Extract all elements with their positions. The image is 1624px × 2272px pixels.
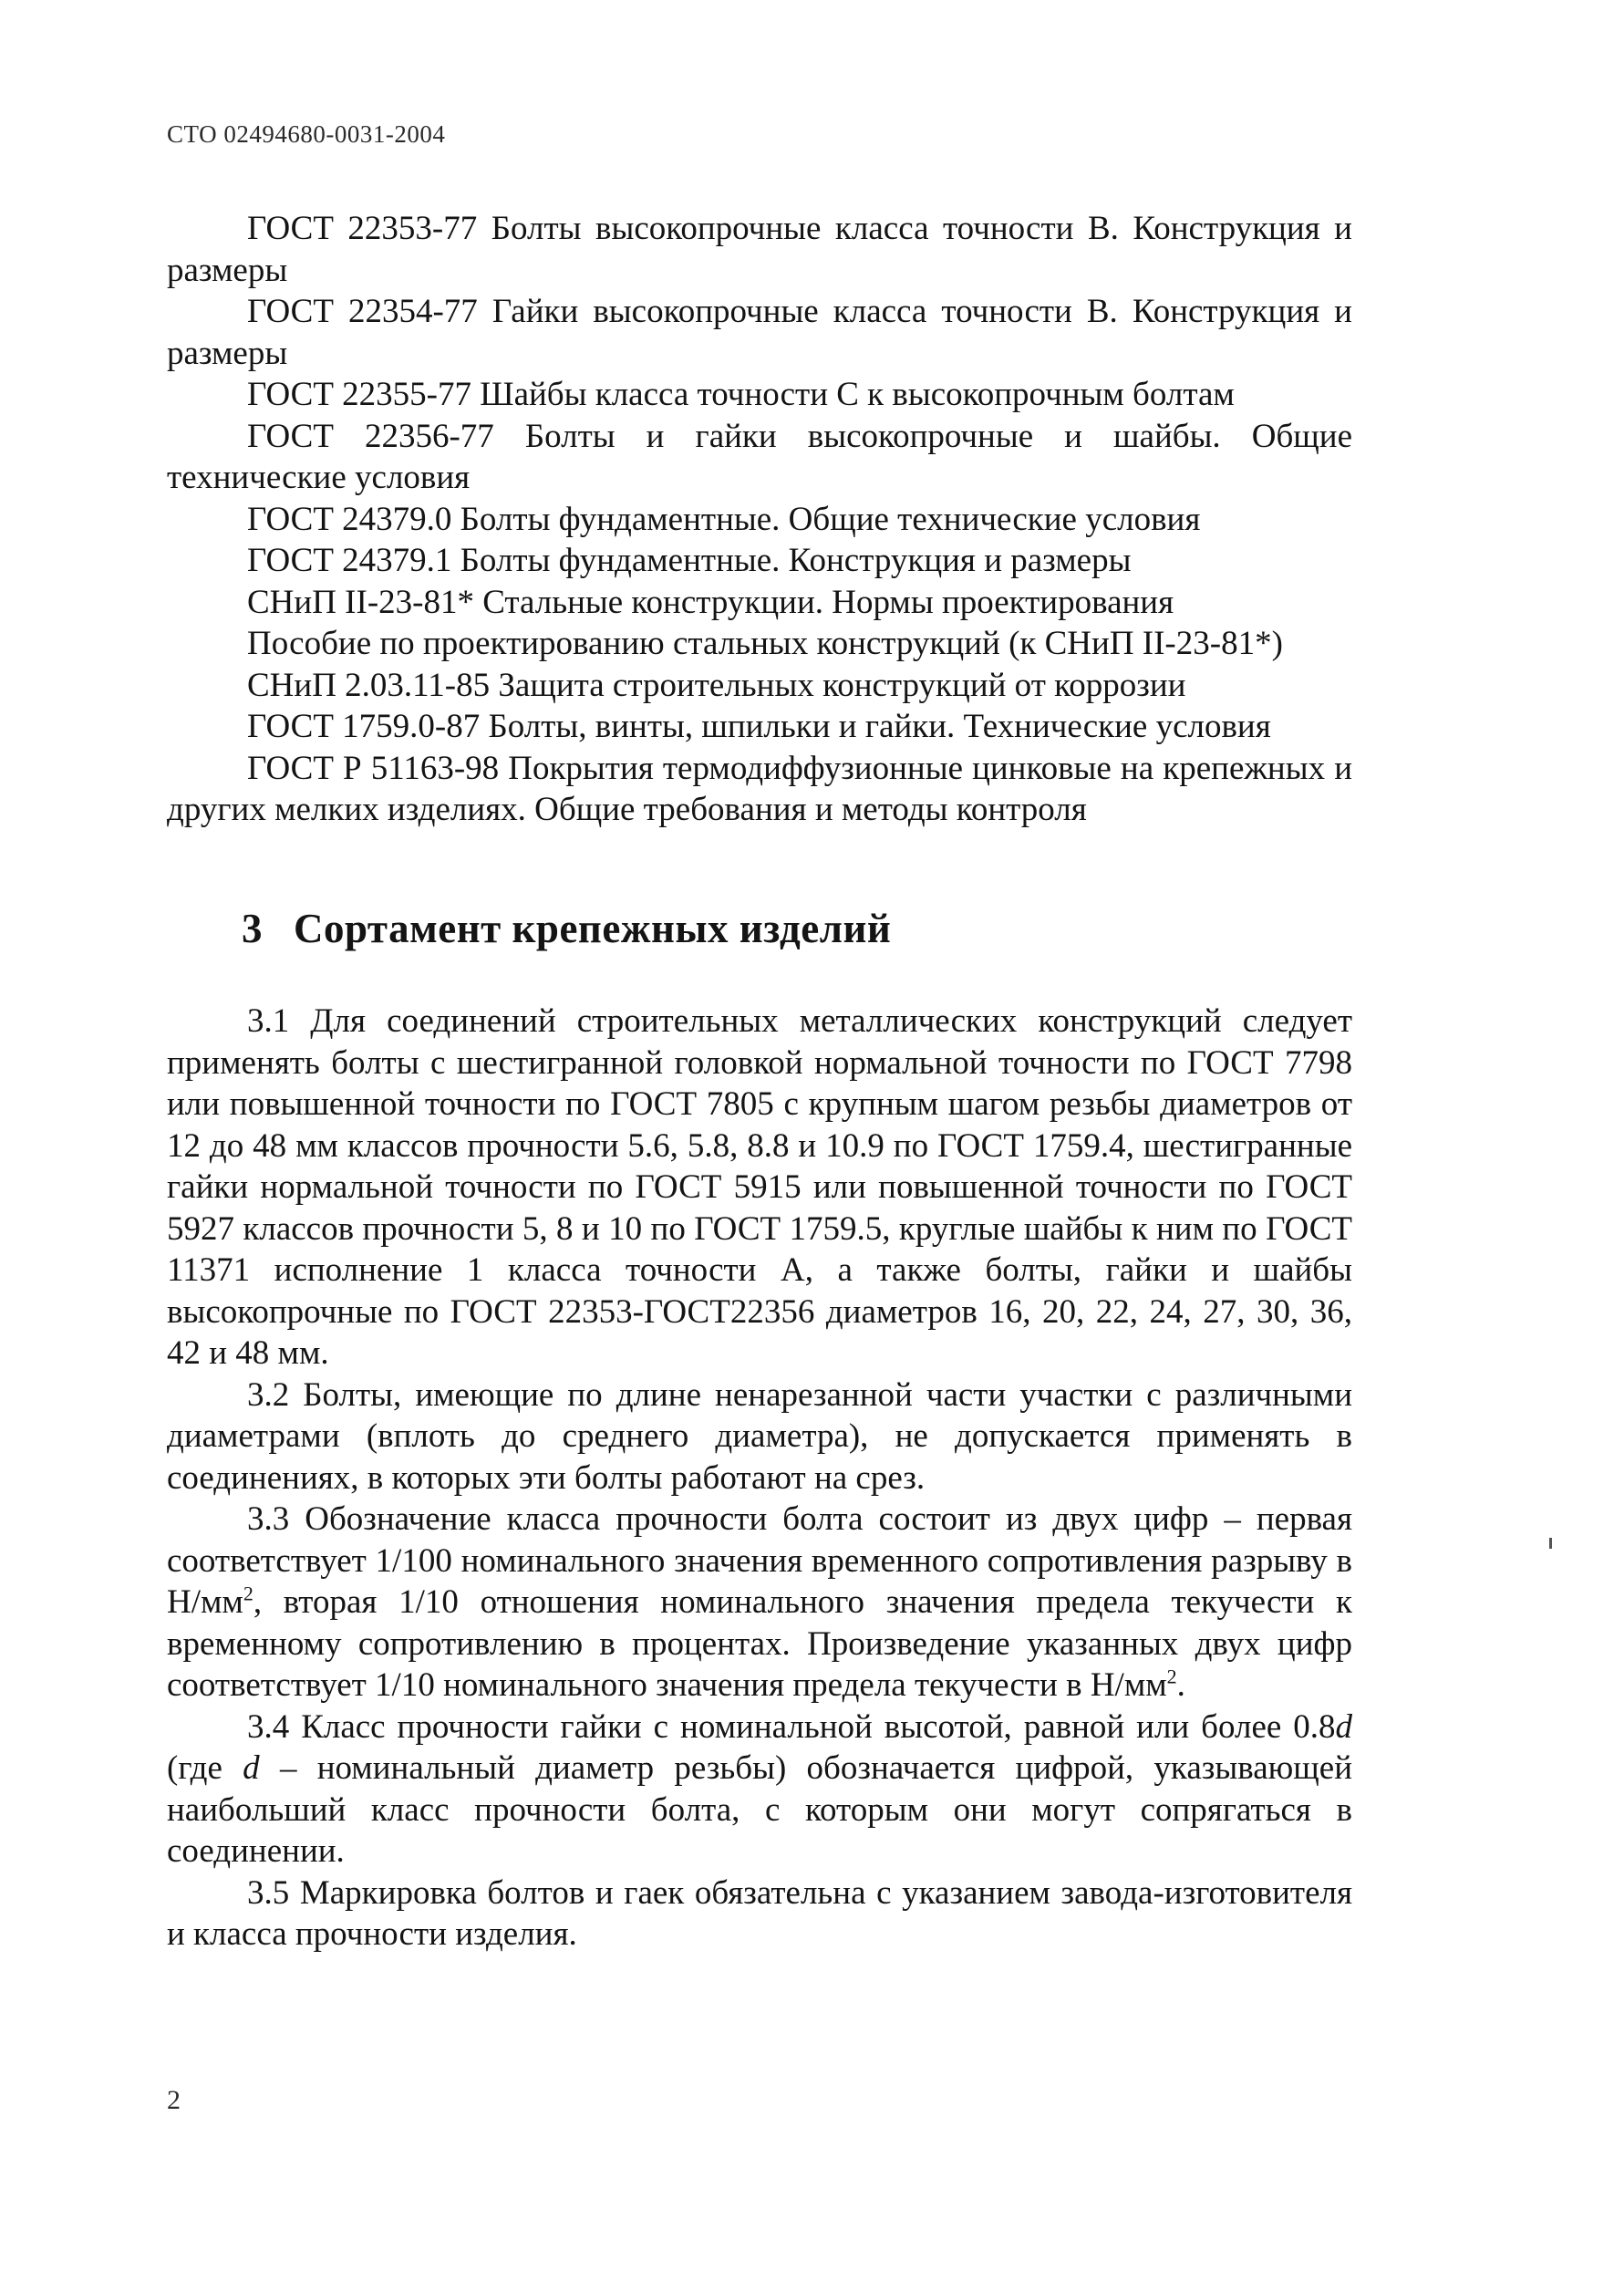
page-number: 2: [167, 2085, 181, 2115]
section-body: [167, 1001, 1352, 1956]
paragraph-text: .: [1176, 1666, 1185, 1704]
reference-item: ГОСТ 22354-77 Гайки высокопрочные класса точности В. Конструкция и размеры: [167, 293, 1352, 372]
reference-item: Пособие по проектированию стальных конструкций (к СНиП II-23-81*): [247, 625, 1283, 662]
superscript: 2: [1166, 1665, 1177, 1688]
paragraph-text: 3.3 Обозначение класса прочности болта состоит из двух цифр – первая соответствует 1/100 номинального значения временного сопротивления разрыву в Н/мм: [167, 1500, 1352, 1621]
paragraph-text: , вторая 1/10 отношения номинального значения предела текучести к временному сопротивлению в процентах. Произведение указанных двух цифр соответствует 1/10 номинального значения предела текучести в Н/мм: [167, 1583, 1352, 1704]
reference-item: ГОСТ 22355-77 Шайбы класса точности С к высокопрочным болтам: [247, 376, 1235, 413]
reference-item: ГОСТ 22353-77 Болты высокопрочные класса точности В. Конструкция и размеры: [167, 210, 1352, 289]
normative-references-list: [167, 208, 1352, 831]
paragraph-3-3: [167, 1499, 1352, 1707]
section-number: 3: [242, 906, 263, 951]
paragraph-3-5: 3.5 Маркировка болтов и гаек обязательна с указанием завода-изготовителя и класса прочности изделия.: [167, 1873, 1352, 1953]
reference-item: ГОСТ 24379.0 Болты фундаментные. Общие технические условия: [247, 500, 1201, 538]
variable-d: d: [243, 1749, 260, 1787]
paragraph-text: (где: [167, 1749, 243, 1787]
superscript: 2: [243, 1582, 253, 1605]
paragraph-text: – номинальный диаметр резьбы) обозначается цифрой, указывающей наибольший класс прочности болта, с которым они могут сопрягаться в соединении.: [167, 1749, 1352, 1870]
reference-item: СНиП 2.03.11-85 Защита строительных конструкций от коррозии: [247, 666, 1186, 704]
paragraph-3-2: 3.2 Болты, имеющие по длине ненарезанной части участки с различными диаметрами (вплоть до среднего диаметра), не допускается применять в соединениях, в которых эти болты работают на срез.: [167, 1375, 1352, 1497]
reference-item: ГОСТ 22356-77 Болты и гайки высокопрочные и шайбы. Общие технические условия: [167, 417, 1352, 496]
paragraph-text: 3.4 Класс прочности гайки с номинальной высотой, равной или более 0.8: [247, 1707, 1336, 1746]
reference-item: СНиП II-23-81* Стальные конструкции. Нормы проектирования: [247, 583, 1174, 621]
document-code-header: СТО 02494680-0031-2004: [167, 120, 446, 148]
variable-d: d: [1335, 1707, 1352, 1746]
reference-item: ГОСТ 1759.0-87 Болты, винты, шпильки и гайки. Технические условия: [247, 708, 1271, 745]
section-heading: [242, 905, 891, 952]
scan-artifact: [1549, 1538, 1552, 1549]
paragraph-3-4: [167, 1707, 1352, 1873]
paragraph-3-1: 3.1 Для соединений строительных металлических конструкций следует применять болты с шестигранной головкой нормальной точности по ГОСТ 7798 или повышенной точности по ГОСТ 7805 с крупным шагом резьбы диаметров от 12 до 48 мм классов прочности 5.6, 5.8, 8.8 и 10.9 по ГОСТ 1759.4, шестигранные гайки нормальной точности по ГОСТ 5915 или повышенной точности по ГОСТ 5927 классов прочности 5, 8 и 10 по ГОСТ 1759.5, круглые шайбы к ним по ГОСТ 11371 исполнение 1 класса точности А, а также болты, гайки и шайбы высокопрочные по ГОСТ 22353-ГОСТ22356 диаметров 16, 20, 22, 24, 27, 30, 36, 42 и 48 мм.: [167, 1002, 1352, 1372]
reference-item: ГОСТ 24379.1 Болты фундаментные. Конструкция и размеры: [247, 542, 1132, 579]
reference-item: ГОСТ Р 51163-98 Покрытия термодиффузионные цинковые на крепежных и других мелких изделиях. Общие требования и методы контроля: [167, 749, 1352, 828]
section-title-text: Сортамент крепежных изделий: [294, 906, 892, 951]
